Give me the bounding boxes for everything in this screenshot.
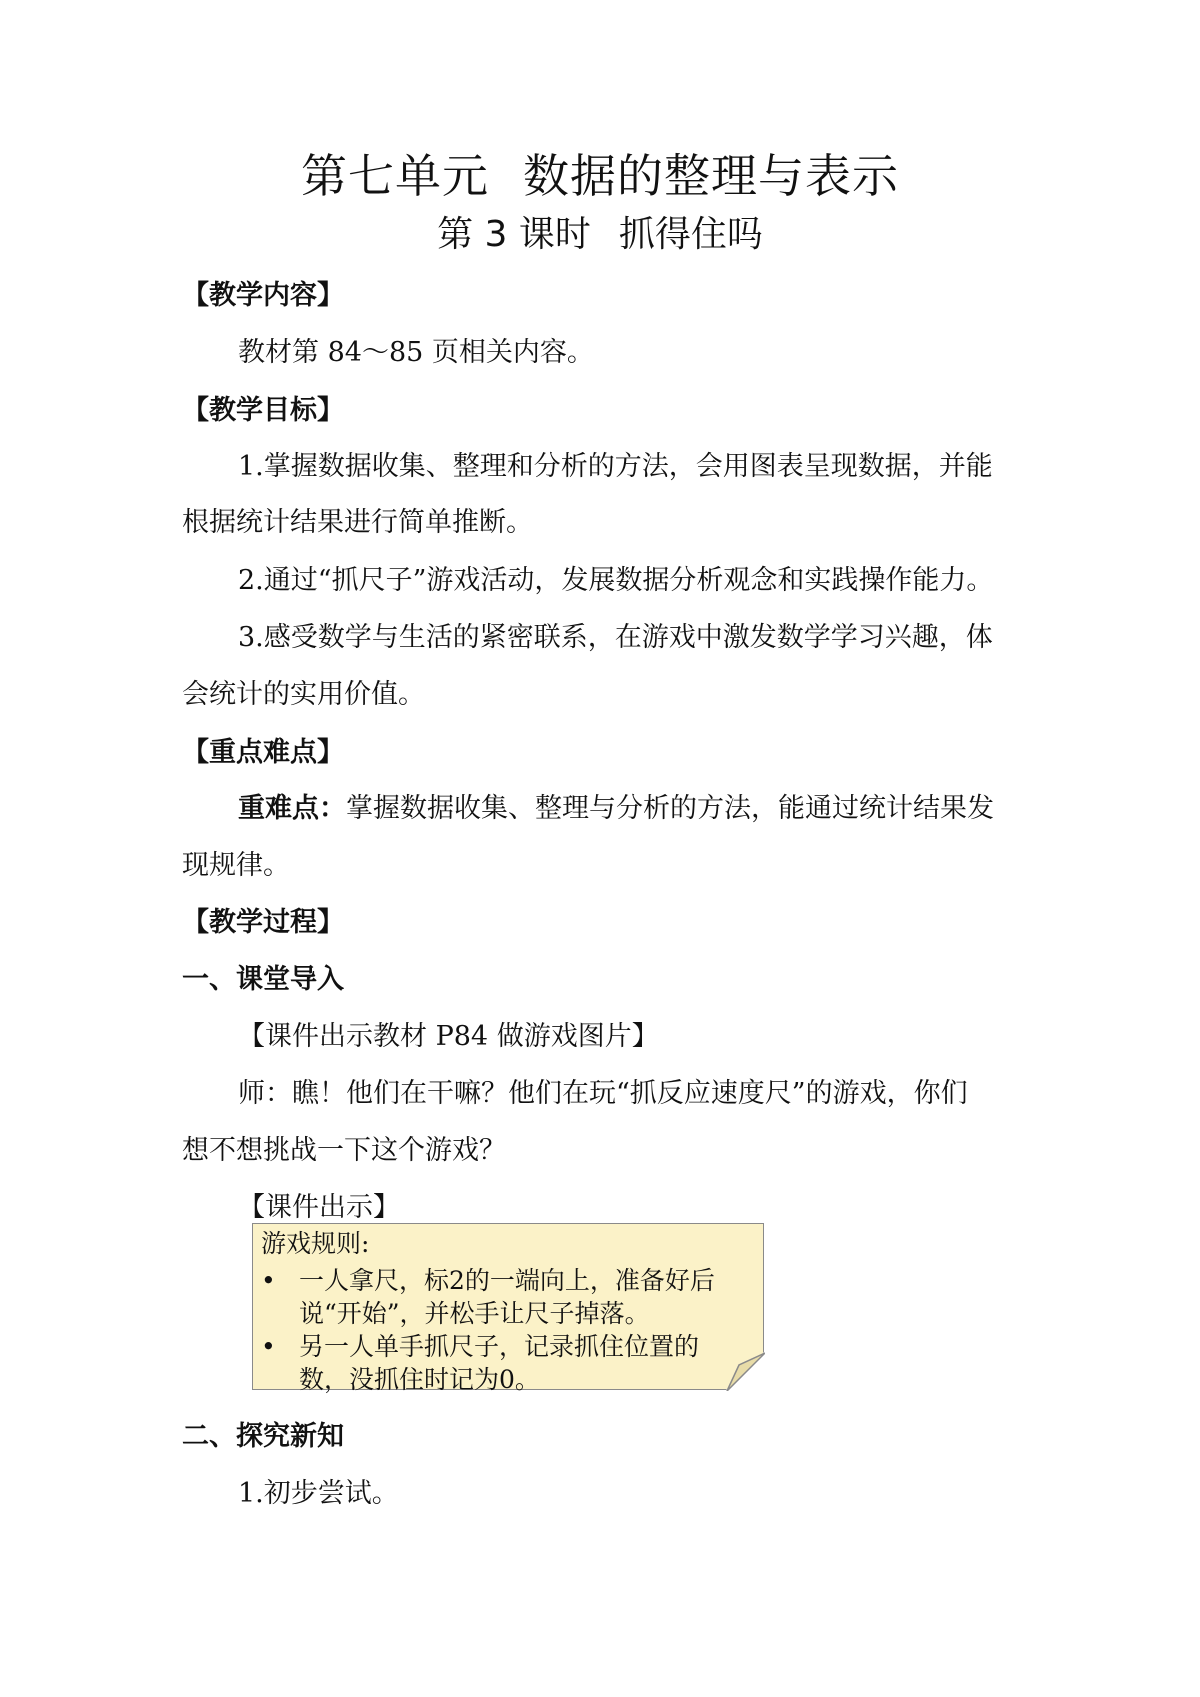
key-line-1: [238, 791, 1086, 827]
note-bullet-2-line-2: 数，没抓住时记为0。: [299, 1365, 540, 1394]
part-1-cue-2: 【课件出示】: [238, 1192, 400, 1223]
content-text: 教材第 84～85 页相关内容。: [238, 337, 594, 368]
lesson-number: 第 3 课时: [437, 214, 591, 255]
bullet-icon: •: [261, 1332, 276, 1361]
goal-2: 2.通过“抓尺子”游戏活动，发展数据分析观念和实践操作能力。: [238, 565, 994, 596]
game-rules-note: [252, 1223, 764, 1394]
note-bullet-1-line-1: 一人拿尺，标2的一端向上，准备好后: [299, 1266, 715, 1295]
section-heading-content: 【教学内容】: [182, 280, 344, 311]
teacher-line-2: 想不想挑战一下这个游戏？: [182, 1135, 506, 1166]
section-heading-key: 【重点难点】: [182, 737, 344, 768]
key-text: 掌握数据收集、整理与分析的方法，能通过统计结果发: [346, 793, 994, 824]
unit-label: 第七单元: [301, 149, 489, 203]
section-heading-process: 【教学过程】: [182, 907, 344, 938]
goal-3-line-2: 会统计的实用价值。: [182, 679, 425, 710]
note-bullet-2-line-1: 另一人单手抓尺子，记录抓住位置的: [299, 1332, 700, 1361]
part-1-cue: 【课件出示教材 P84 做游戏图片】: [238, 1021, 659, 1052]
bullet-icon: •: [261, 1266, 276, 1295]
page-title: [0, 148, 1200, 204]
note-title: 游戏规则:: [261, 1229, 370, 1258]
unit-name: 数据的整理与表示: [523, 149, 899, 203]
lesson-name: 抓得住吗: [618, 214, 763, 255]
lesson-title: [0, 212, 1200, 258]
part-2-step-1: 1.初步尝试。: [238, 1478, 399, 1509]
teacher-line-1: 师：瞧！他们在干嘛？他们在玩“抓反应速度尺”的游戏，你们: [238, 1078, 968, 1109]
section-heading-goals: 【教学目标】: [182, 395, 344, 426]
key-line-2: 现规律。: [182, 850, 290, 881]
part-2-heading: 二、探究新知: [182, 1421, 344, 1452]
goal-3-line-1: 3.感受数学与生活的紧密联系，在游戏中激发数学学习兴趣，体: [238, 622, 993, 653]
part-1-heading: 一、课堂导入: [182, 964, 344, 995]
goal-1-line-1: 1.掌握数据收集、整理和分析的方法，会用图表呈现数据，并能: [238, 451, 993, 482]
goal-1-line-2: 根据统计结果进行简单推断。: [182, 507, 533, 538]
page-curl-icon: [725, 1351, 765, 1391]
key-label: 重难点：: [238, 793, 346, 824]
note-bullet-1-line-2: 说“开始”，并松手让尺子掉落。: [299, 1299, 650, 1328]
